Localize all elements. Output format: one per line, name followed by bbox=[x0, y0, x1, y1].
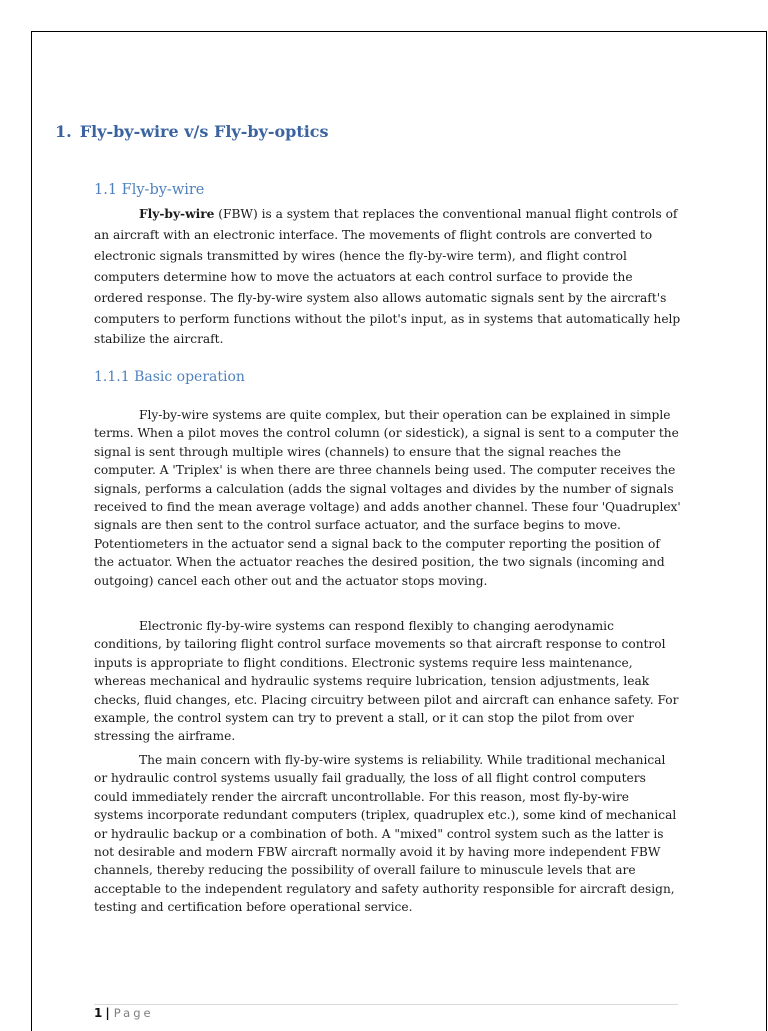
paragraph-basic-operation: Fly-by-wire systems are quite complex, but their operation can be explained in simple terms. When a pilot moves the control column (or sidestick), a signal is sent to a computer the signal is sent through multiple wires (channels) to ensure that the signal reaches the computer. A 'Triplex' is when there are three channels being used. The computer receives the signals, performs a calculation (adds the signal voltages and divides by the number of signals received to find the mean average voltage) and adds another channel. These four 'Quadruplex' signals are then sent to the control surface actuator, and the surface begins to move. Potentiometers in the actuator send a signal back to the computer reporting the position of the actuator. When the actuator reaches the desired position, the two signals (incoming and outgoing) cancel each other out and the actuator stops moving. bbox=[94, 408, 681, 588]
chapter-heading bbox=[55, 122, 615, 141]
bold-term: Fly-by-wire bbox=[139, 207, 215, 221]
chapter-title: Fly-by-wire v/s Fly-by-optics bbox=[79, 122, 329, 141]
page-footer bbox=[94, 1006, 154, 1020]
section-heading-fly-by-wire: 1.1 Fly-by-wire bbox=[94, 182, 205, 198]
chapter-number: 1. bbox=[55, 122, 72, 141]
footer-separator: | bbox=[105, 1006, 110, 1020]
page-number: 1 bbox=[94, 1006, 103, 1020]
paragraph-fbw-definition bbox=[94, 204, 682, 350]
paragraph-electronic-systems: Electronic fly-by-wire systems can respond flexibly to changing aerodynamic conditions, by tailoring flight control surface movements so that aircraft response to control inputs is appropriate to flight conditions. Electronic systems require less maintenance, whereas mechanical and hydraulic systems require lubrication, tension adjustments, leak checks, fluid changes, etc. Placing circuitry between pilot and aircraft can enhance safety. For example, the control system can try to prevent a stall, or it can stop the pilot from over stressing the airframe. bbox=[94, 619, 679, 744]
document-page bbox=[31, 31, 767, 1031]
subsection-heading-basic-operation: 1.1.1 Basic operation bbox=[94, 369, 245, 385]
page-label: Page bbox=[113, 1006, 154, 1020]
paragraph-reliability: The main concern with fly-by-wire systems is reliability. While traditional mechanical or hydraulic control systems usually fail gradually, the loss of all flight control computers could immediately render the aircraft uncontrollable. For this reason, most fly-by-wire systems incorporate redundant computers (triplex, quadruplex etc.), some kind of mechanical or hydraulic backup or a combination of both. A "mixed" control system such as the latter is not desirable and modern FBW aircraft normally avoid it by having more independent FBW channels, thereby reducing the possibility of overall failure to minuscule levels that are acceptable to the independent regulatory and safety authority responsible for aircraft design, testing and certification before operational service. bbox=[94, 753, 677, 915]
paragraph-text: (FBW) is a system that replaces the conventional manual flight controls of an aircraft with an electronic interface. The movements of flight controls are converted to electronic signals transmitted by wires (hence the fly-by-wire term), and flight control computers determine how to move the actuators at each control surface to provide the ordered response. The fly-by-wire system also allows automatic signals sent by the aircraft's computers to perform functions without the pilot's input, as in systems that automatically help stabilize the aircraft. bbox=[94, 207, 681, 347]
footer-divider bbox=[94, 1004, 678, 1005]
